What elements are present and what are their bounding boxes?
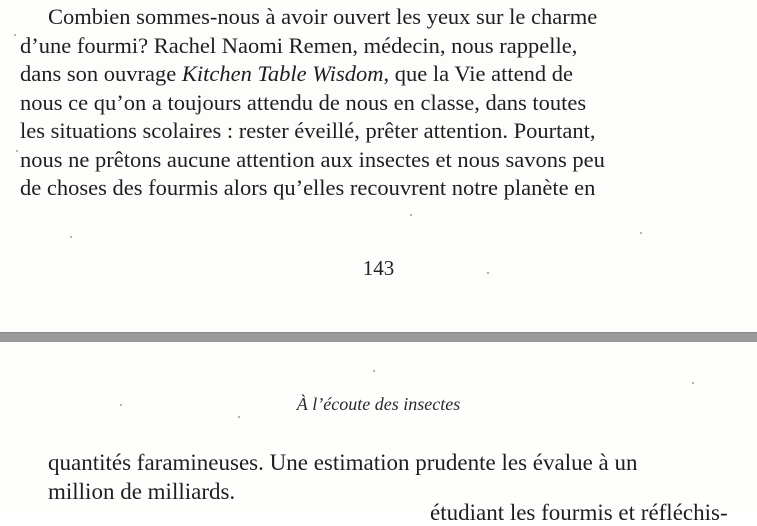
top-paragraph: [20, 3, 710, 203]
text-line: nous ne prêtons aucune attention aux insectes et nous savons peu: [20, 146, 605, 172]
page-number: 143: [362, 256, 395, 280]
running-head: À l’écoute des insectes: [296, 394, 461, 414]
book-title: Kitchen Table Wisdom: [181, 61, 384, 86]
paper-speck: [238, 416, 240, 418]
text-fragment: , que la Vie attend de: [383, 61, 573, 86]
bottom-paragraph: [48, 448, 748, 506]
text-line: les situations scolaires : rester éveillé, prêter attention. Pourtant,: [20, 118, 596, 143]
paper-speck: [70, 236, 72, 238]
paper-speck: [373, 370, 375, 372]
paper-speck: [640, 232, 642, 234]
text-line: de choses des fourmis alors qu’elles recouvrent notre planète en: [20, 175, 596, 200]
text-line: nous ce qu’on a toujours attendu de nous en classe, dans toutes: [20, 89, 587, 115]
paper-speck: [14, 34, 16, 36]
text-line: d’une fourmi? Rachel Naomi Remen, médecin, nous rappelle,: [20, 32, 578, 58]
paper-speck: [410, 214, 412, 216]
text-fragment: dans son ouvrage: [20, 61, 182, 86]
text-line: quantités faramineuses. Une estimation prudente les évalue à un: [48, 450, 638, 475]
cut-off-text-line: étudiant les fourmis et réfléchis-: [430, 500, 728, 525]
text-line: million de milliards.: [48, 479, 236, 504]
paper-speck: [692, 382, 694, 384]
text-line: Combien sommes-nous à avoir ouvert les yeux sur le charme: [48, 4, 598, 29]
paper-speck: [487, 272, 489, 274]
text-line: [20, 60, 710, 89]
paper-speck: [16, 150, 18, 152]
